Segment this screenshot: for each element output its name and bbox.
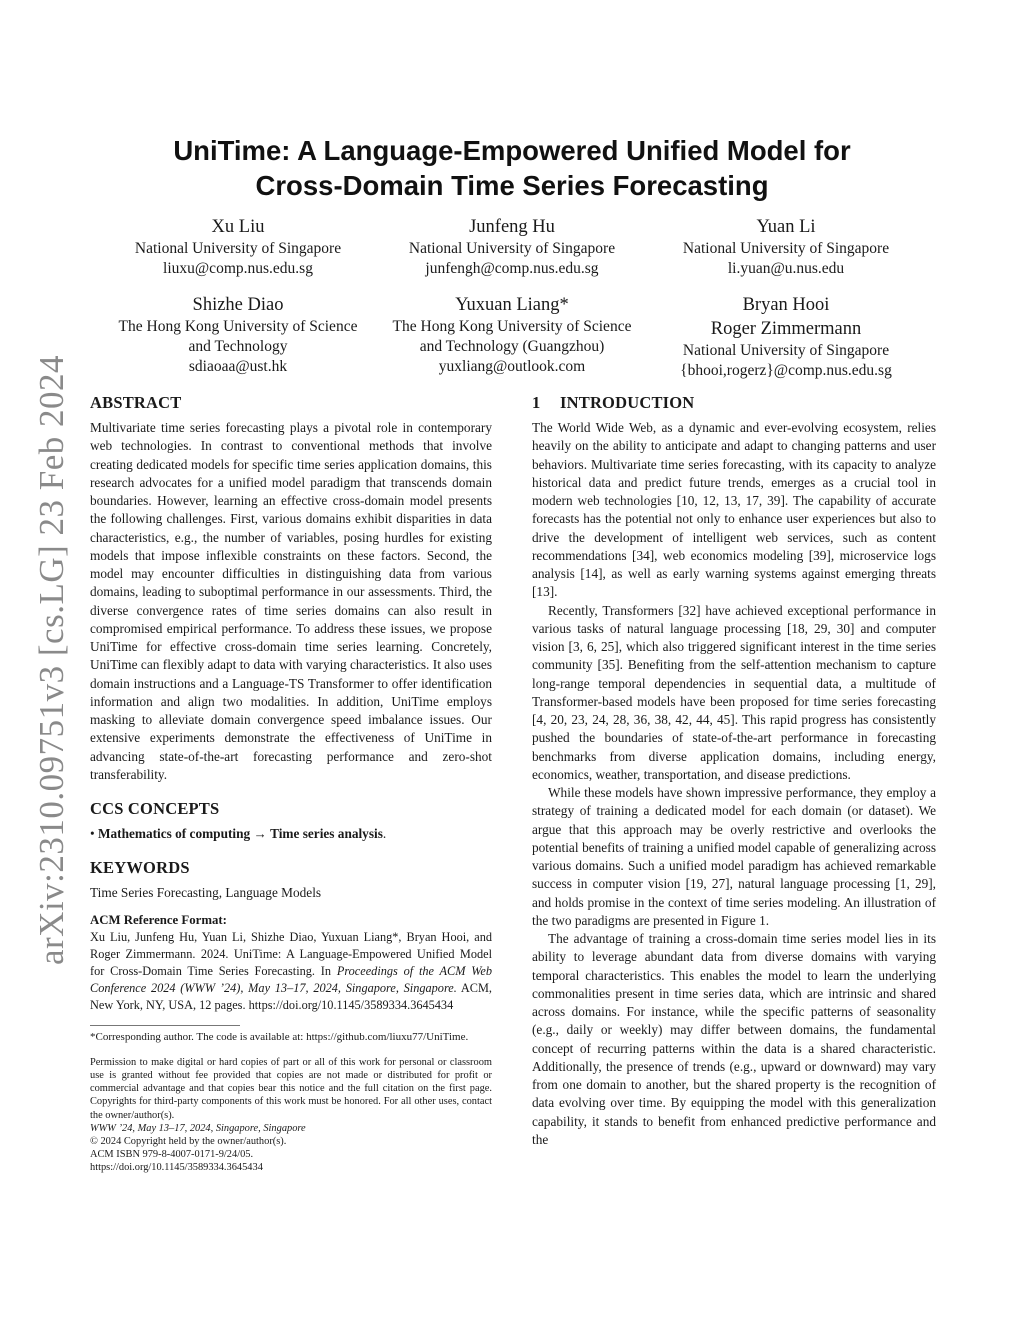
copyright-line: © 2024 Copyright held by the owner/author(s). (90, 1135, 287, 1147)
author-affiliation: National University of Singapore (134, 240, 342, 257)
author-affiliation: National University of Singapore (408, 240, 616, 257)
author-affiliation: The Hong Kong University of Science (392, 318, 632, 335)
author-affiliation: National University of Singapore (682, 240, 890, 257)
keywords-heading: KEYWORDS (90, 858, 190, 878)
footnote: *Corresponding author. The code is available at: https://github.com/liuxu77/UniTime. (90, 1030, 469, 1043)
acm-reference-authors: Xu Liu, Junfeng Hu, Yuan Li, Shizhe Diao, Yuxuan Liang*, Bryan Hooi, and Roger Zimmermann. 2024. UniTime: A Language-Empowered Unified Model for Cross-Domain Time Series Forecasting. In (90, 929, 492, 978)
abstract-text: Multivariate time series forecasting plays a pivotal role in contemporary web technologies. In contrast to conventional methods that involve creating dedicated models for specific time series application domains, this research advocates for a unified model paradigm that transcends domain boundaries. However, learning an effective cross-domain model presents the following challenges. First, various domains exhibit disparities in data characteristics, e.g., the number of variables, posing hurdles for existing models that impose inflexible constraints on these factors. Second, the model may encounter difficulties in distinguishing data from various domains, leading to suboptimal performance in our assessments. Third, the diverse convergence rates of time series domains can also result in compromised empirical performance. To address these issues, we propose UniTime for effective cross-domain time series learning. Concretely, UniTime can flexibly adapt to data with varying characteristics. It also uses domain instructions and a Language-TS Transformer to offer identification information and align two modalities. In addition, UniTime employs masking to alleviate domain convergence speed imbalance issues. Our extensive experiments demonstrate the effectiveness of UniTime in advancing state-of-the-art forecasting performance and zero-shot transferability. (90, 420, 492, 782)
author-name: Shizhe Diao (192, 295, 284, 315)
doi-line: https://doi.org/10.1145/3589334.3645434 (90, 1162, 263, 1174)
author-name: Roger Zimmermann (710, 319, 862, 339)
author-email: junfengh@comp.nus.edu.sg (425, 260, 599, 277)
acm-reference-tail: ACM, New York, NY, USA, 12 pages. https://doi.org/10.1145/3589334.3645434 (90, 981, 492, 1013)
footnote-divider (90, 1025, 240, 1026)
section-title: INTRODUCTION (560, 393, 695, 412)
author-affiliation: National University of Singapore (682, 342, 890, 359)
title-line-1: UniTime: A Language-Empowered Unified Model for (173, 135, 851, 166)
author-email: {bhooi,rogerz}@comp.nus.edu.sg (680, 362, 892, 379)
ccs-right: Time series analysis (270, 826, 383, 841)
intro-heading (532, 392, 936, 414)
author-name: Xu Liu (211, 217, 265, 237)
author-block (658, 293, 914, 381)
arxiv-identifier: arXiv:2310.09751v3 [cs.LG] 23 Feb 2024 (32, 354, 71, 966)
acm-reference-venue: Proceedings of the ACM Web Conference 2024 (WWW ’24), May 13–17, 2024, Singapore, Singapore. (90, 963, 492, 996)
ccs-concept (90, 825, 492, 843)
author-affiliation: and Technology (Guangzhou) (419, 338, 605, 355)
intro-paragraph: Recently, Transformers [32] have achieved exceptional performance in various tasks of natural language processing [18, 29, 30] and computer vision [3, 6, 25], which also triggered significant interest in the time series community [35]. Benefiting from the self-attention mechanism to capture long-range temporal dependencies in sequential data, a multitude of Transformer-based models have been proposed for time series forecasting [4, 20, 23, 24, 28, 36, 38, 42, 44, 45]. This rapid progress has consistently pushed the boundaries of state-of-the-art performance in forecasting benchmarks from diverse application domains, including energy, economics, weather, transportation, and disease predictions. (532, 602, 936, 782)
author-affiliation: The Hong Kong University of Science (118, 318, 358, 335)
author-name: Yuxuan Liang* (455, 295, 569, 315)
author-email: sdiaoaa@ust.hk (188, 358, 288, 375)
author-block (384, 215, 640, 279)
ccs-arrow: → (253, 826, 267, 841)
author-block (110, 215, 366, 279)
author-name: Bryan Hooi (742, 295, 830, 315)
acm-reference-text (90, 929, 492, 1015)
acm-reference-heading: ACM Reference Format: (90, 912, 227, 927)
right-column (532, 392, 936, 1149)
ccs-heading: CCS CONCEPTS (90, 799, 220, 818)
title-line-2: Cross-Domain Time Series Forecasting (255, 170, 769, 201)
author-name: Yuan Li (756, 217, 816, 237)
section-number: 1 (532, 393, 541, 412)
isbn-line: ACM ISBN 979-8-4007-0171-9/24/05. (90, 1149, 254, 1161)
author-email: liuxu@comp.nus.edu.sg (163, 260, 313, 277)
author-email: yuxliang@outlook.com (438, 358, 586, 375)
intro-paragraph: While these models have shown impressive performance, they employ a strategy of training a dedicated model for each domain (or dataset). We argue that this approach may be overly restrictive and overlooks the potential benefits of training a unified model capable of generalizing across various domains. Such a unified model paradigm has achieved remarkable success in computer vision [19, 27], natural language processing [1, 29], and holds promise in the context of time series modeling. An illustration of the two paradigms are presented in Figure 1. (532, 785, 936, 928)
keywords-text: Time Series Forecasting, Language Models (90, 885, 322, 901)
author-email: li.yuan@u.nus.edu (727, 260, 845, 277)
conference-line: WWW ’24, May 13–17, 2024, Singapore, Singapore (90, 1122, 306, 1134)
abstract-heading: ABSTRACT (90, 393, 182, 412)
intro-paragraph: The advantage of training a cross-domain time series model lies in its ability to leverage abundant data from diverse domains with varying temporal characteristics. This enables the model to learn the underlying commonalities present in time series data, which are intrinsic and shared across domains. For instance, while the specific patterns of seasonality (e.g., daily or weekly) may differ between domains, the fundamental concept of recurring patterns within the data is a shared characteristic. Additionally, the presence of trends (e.g., upward or downward) may vary from one domain to another, but the shared property is the recognition of data evolving over time. By equipping the model with this generalization capability, it stands to benefit from enhanced predictive performance and the (532, 931, 936, 1147)
paper-title (100, 133, 924, 203)
left-column (90, 392, 492, 1175)
ccs-end: . (382, 826, 387, 841)
ccs-bullet: • (90, 826, 95, 841)
intro-paragraph: The World Wide Web, as a dynamic and ever-evolving ecosystem, relies heavily on the ability to anticipate and adapt to changing patterns and user behaviors. Multivariate time series forecasting, with its capacity to analyze historical data and predict future trends, emerges as a crucial tool in modern web technologies [10, 12, 13, 17, 39]. The capability of accurate forecasts has the potential not only to enhance user experiences but also to drive the development of intelligent web services, such as content recommendations [34], web economics modeling [39], microservice logs analysis [14], as well as early warning systems against emerging threats [13]. (532, 420, 936, 600)
author-block (374, 293, 650, 377)
author-affiliation: and Technology (188, 338, 288, 355)
author-block (100, 293, 376, 377)
author-name: Junfeng Hu (469, 217, 555, 237)
permission-notice: Permission to make digital or hard copies of part or all of this work for personal or classroom use is granted without fee provided that copies are not made or distributed for profit or commercial advantage and that copies bear this notice and the full citation on the first page. Copyrights for third-party components of this work must be honored. For all other uses, contact the owner/author(s). (90, 1056, 492, 1121)
ccs-left: Mathematics of computing (97, 826, 251, 841)
author-block (658, 215, 914, 279)
